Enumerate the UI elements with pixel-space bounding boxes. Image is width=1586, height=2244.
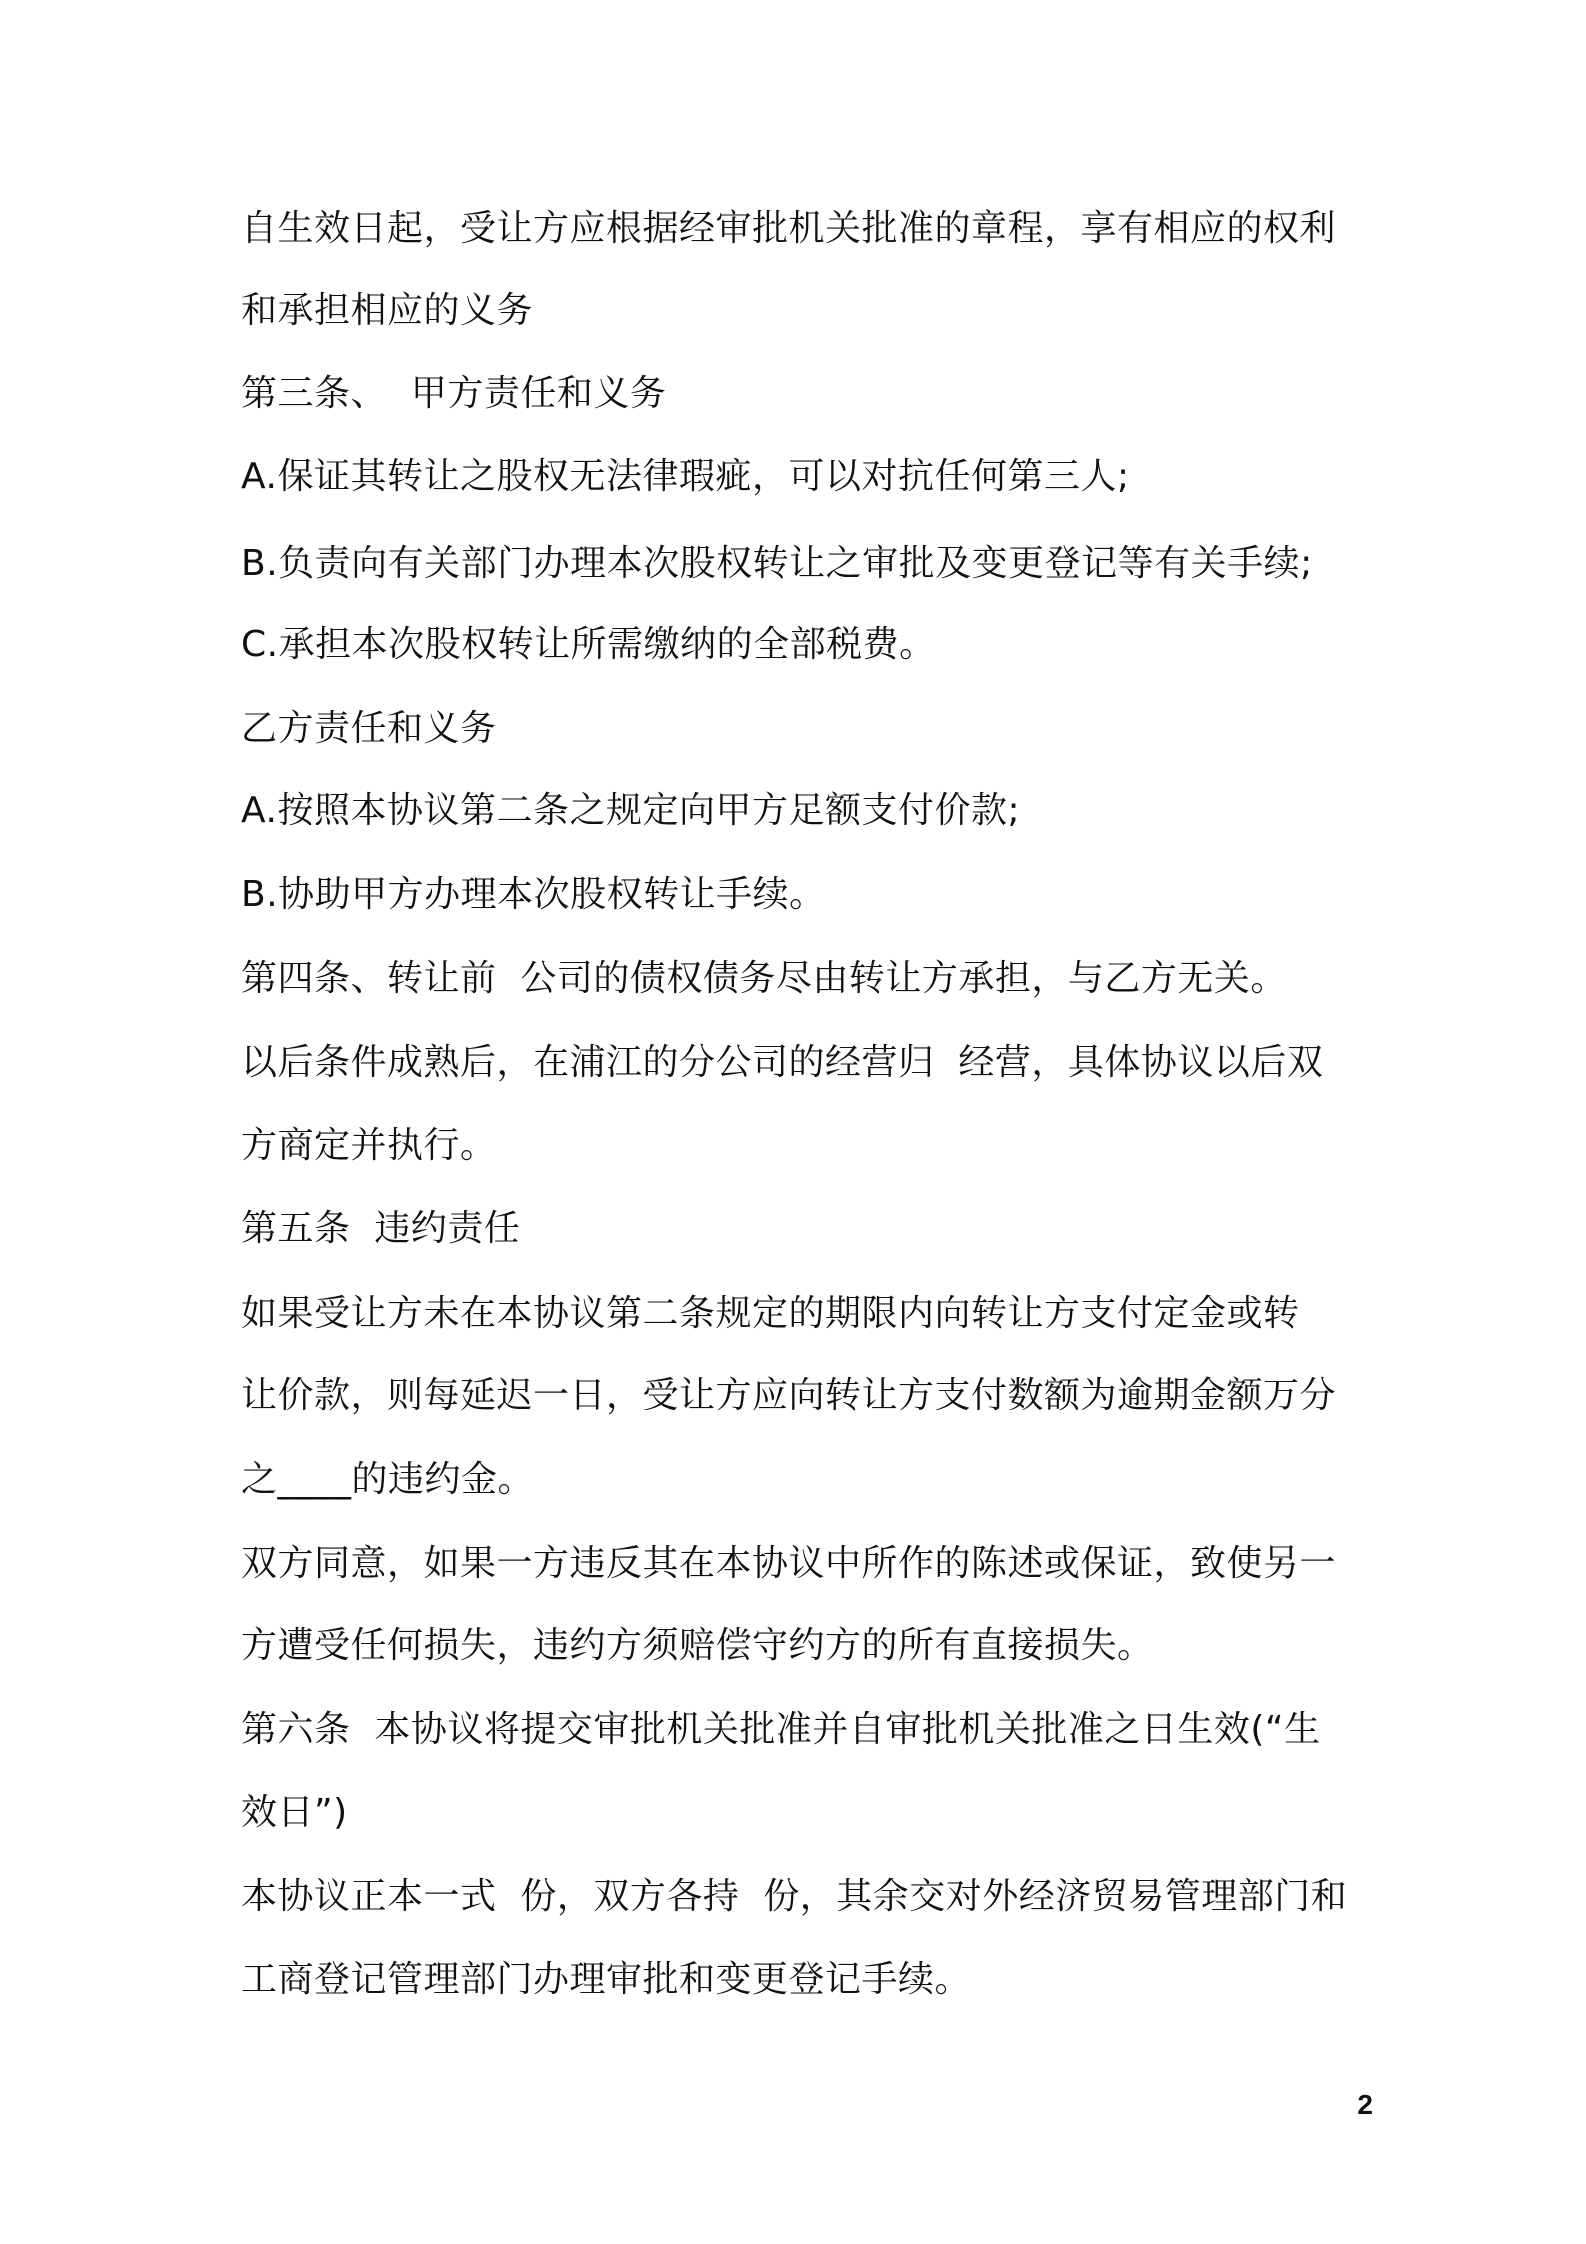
paragraph-line: 第四条、转让前 公司的债权债务尽由转让方承担，与乙方无关。 — [241, 958, 1287, 999]
paragraph-line: 双方同意，如果一方违反其在本协议中所作的陈述或保证，致使另一 — [241, 1543, 1337, 1584]
list-item: B.负责向有关部门办理本次股权转让之审批及变更登记等有关手续; — [241, 543, 1313, 584]
paragraph-line: 效日”) — [241, 1792, 348, 1833]
paragraph-line: 和承担相应的义务 — [241, 290, 534, 331]
paragraph-line: 以后条件成熟后，在浦江的分公司的经营归 经营，具体协议以后双 — [241, 1042, 1324, 1083]
paragraph-line: 让价款，则每延迟一日，受让方应向转让方支付数额为逾期金额万分 — [241, 1375, 1337, 1416]
section-heading: 第五条 违约责任 — [241, 1208, 521, 1249]
page-number: 2 — [1357, 2089, 1373, 2120]
paragraph-line: 方商定并执行。 — [241, 1125, 497, 1166]
paragraph-line: 方遭受任何损失，违约方须赔偿守约方的所有直接损失。 — [241, 1625, 1154, 1666]
list-item: A.保证其转让之股权无法律瑕疵，可以对抗任何第三人; — [241, 456, 1130, 497]
list-item: C.承担本次股权转让所需缴纳的全部税费。 — [241, 624, 936, 665]
section-heading: 第三条、 甲方责任和义务 — [241, 373, 667, 414]
list-item: A.按照本协议第二条之规定向甲方足额支付价款; — [241, 790, 1021, 831]
list-item: B.协助甲方办理本次股权转让手续。 — [241, 874, 826, 915]
section-heading: 乙方责任和义务 — [241, 708, 497, 749]
paragraph-line: 之____的违约金。 — [241, 1459, 535, 1500]
paragraph-line: 如果受让方未在本协议第二条规定的期限内向转让方支付定金或转 — [241, 1293, 1300, 1334]
paragraph-line: 本协议正本一式 份，双方各持 份，其余交对外经济贸易管理部门和 — [241, 1876, 1348, 1917]
paragraph-line: 自生效日起，受让方应根据经审批机关批准的章程，享有相应的权利 — [241, 208, 1337, 249]
paragraph-line: 工商登记管理部门办理审批和变更登记手续。 — [241, 1959, 972, 2000]
paragraph-line: 第六条 本协议将提交审批机关批准并自审批机关批准之日生效(“生 — [241, 1709, 1321, 1750]
